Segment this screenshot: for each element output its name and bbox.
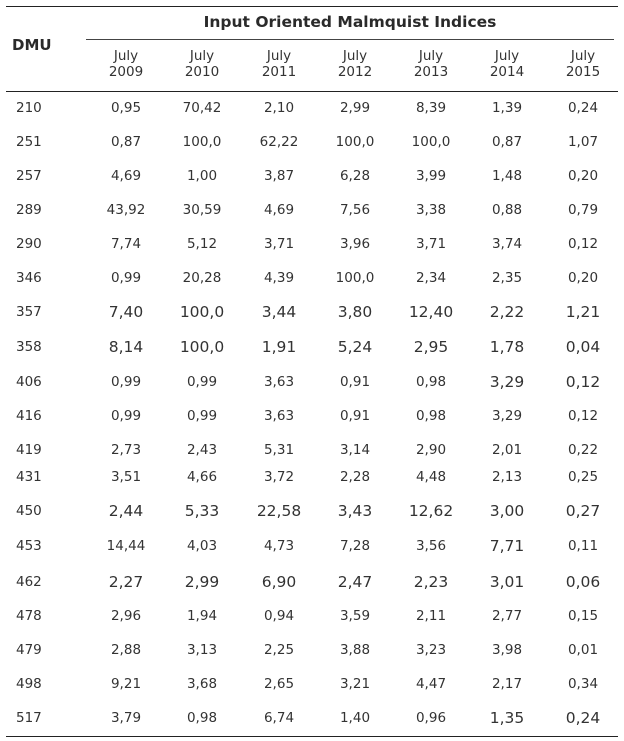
table-row [6, 529, 618, 563]
table-row [6, 261, 618, 295]
value-cell: 22,58 [256, 502, 302, 520]
column-header-year: 2009 [108, 64, 144, 80]
value-cell: 3,72 [263, 469, 295, 485]
group-header-rule [86, 39, 614, 40]
value-cell: 0,87 [491, 134, 523, 150]
column-header-month: July [342, 48, 368, 64]
value-cell: 3,43 [337, 502, 373, 520]
value-cell: 2,35 [491, 270, 523, 286]
column-header-month: July [189, 48, 215, 64]
dmu-cell: 462 [16, 574, 42, 590]
table-row [6, 159, 618, 193]
value-cell: 1,78 [489, 338, 525, 356]
value-cell: 100,0 [411, 134, 451, 150]
column-header-2009 [88, 48, 164, 80]
value-cell: 0,99 [110, 270, 142, 286]
value-cell: 5,12 [186, 236, 218, 252]
value-cell: 1,39 [491, 100, 523, 116]
table-row [6, 460, 618, 494]
value-cell: 6,74 [263, 710, 295, 726]
table-row [6, 125, 618, 159]
value-cell: 0,99 [186, 374, 218, 390]
value-cell: 3,74 [491, 236, 523, 252]
value-cell: 2,43 [186, 442, 218, 458]
table-row [6, 193, 618, 227]
value-cell: 2,27 [108, 573, 144, 591]
value-cell: 2,44 [108, 502, 144, 520]
value-cell: 9,21 [110, 676, 142, 692]
value-cell: 3,13 [186, 642, 218, 658]
value-cell: 2,11 [415, 608, 447, 624]
value-cell: 3,63 [263, 374, 295, 390]
value-cell: 3,63 [263, 408, 295, 424]
value-cell: 4,69 [263, 202, 295, 218]
value-cell: 3,87 [263, 168, 295, 184]
value-cell: 6,90 [261, 573, 297, 591]
value-cell: 62,22 [259, 134, 299, 150]
value-cell: 0,34 [567, 676, 599, 692]
value-cell: 2,01 [491, 442, 523, 458]
value-cell: 0,20 [567, 168, 599, 184]
value-cell: 0,98 [415, 374, 447, 390]
value-cell: 0,95 [110, 100, 142, 116]
value-cell: 3,21 [339, 676, 371, 692]
column-header-2012 [317, 48, 393, 80]
value-cell: 2,28 [339, 469, 371, 485]
dmu-cell: 431 [16, 469, 42, 485]
column-header-year: 2015 [565, 64, 601, 80]
dmu-cell: 479 [16, 642, 42, 658]
column-header-2010 [164, 48, 240, 80]
dmu-cell: 289 [16, 202, 42, 218]
value-cell: 0,99 [186, 408, 218, 424]
table-row [6, 399, 618, 433]
value-cell: 3,99 [415, 168, 447, 184]
value-cell: 3,80 [337, 303, 373, 321]
value-cell: 12,40 [408, 303, 454, 321]
dmu-cell: 406 [16, 374, 42, 390]
value-cell: 4,69 [110, 168, 142, 184]
value-cell: 100,0 [335, 270, 375, 286]
value-cell: 3,01 [489, 573, 525, 591]
dmu-cell: 453 [16, 538, 42, 554]
group-header-title: Input Oriented Malmquist Indices [203, 13, 497, 31]
value-cell: 3,51 [110, 469, 142, 485]
table-row [6, 701, 618, 735]
value-cell: 0,27 [565, 502, 601, 520]
value-cell: 0,91 [339, 374, 371, 390]
value-cell: 3,98 [491, 642, 523, 658]
value-cell: 0,12 [567, 408, 599, 424]
value-cell: 0,99 [110, 374, 142, 390]
column-header-month: July [113, 48, 139, 64]
value-cell: 5,24 [337, 338, 373, 356]
value-cell: 2,95 [413, 338, 449, 356]
value-cell: 4,03 [186, 538, 218, 554]
value-cell: 1,94 [186, 608, 218, 624]
value-cell: 3,68 [186, 676, 218, 692]
value-cell: 2,22 [489, 303, 525, 321]
value-cell: 2,88 [110, 642, 142, 658]
value-cell: 3,14 [339, 442, 371, 458]
value-cell: 7,74 [110, 236, 142, 252]
value-cell: 2,10 [263, 100, 295, 116]
value-cell: 0,12 [565, 373, 601, 391]
value-cell: 2,47 [337, 573, 373, 591]
value-cell: 3,38 [415, 202, 447, 218]
value-cell: 2,73 [110, 442, 142, 458]
value-cell: 0,99 [110, 408, 142, 424]
value-cell: 7,71 [489, 537, 525, 555]
value-cell: 0,20 [567, 270, 599, 286]
value-cell: 4,39 [263, 270, 295, 286]
value-cell: 2,17 [491, 676, 523, 692]
value-cell: 0,22 [567, 442, 599, 458]
dmu-cell: 358 [16, 339, 42, 355]
value-cell: 0,24 [565, 709, 601, 727]
value-cell: 100,0 [182, 134, 222, 150]
dmu-cell: 450 [16, 503, 42, 519]
column-header-2011 [241, 48, 317, 80]
value-cell: 0,24 [567, 100, 599, 116]
value-cell: 4,47 [415, 676, 447, 692]
value-cell: 1,40 [339, 710, 371, 726]
value-cell: 70,42 [182, 100, 222, 116]
value-cell: 7,40 [108, 303, 144, 321]
value-cell: 3,23 [415, 642, 447, 658]
value-cell: 5,31 [263, 442, 295, 458]
dmu-cell: 251 [16, 134, 42, 150]
value-cell: 2,65 [263, 676, 295, 692]
table-row [6, 330, 618, 364]
dmu-cell: 357 [16, 304, 42, 320]
column-header-month: July [494, 48, 520, 64]
value-cell: 3,44 [261, 303, 297, 321]
dmu-cell: 419 [16, 442, 42, 458]
value-cell: 0,11 [567, 538, 599, 554]
value-cell: 7,56 [339, 202, 371, 218]
dmu-cell: 290 [16, 236, 42, 252]
value-cell: 0,88 [491, 202, 523, 218]
value-cell: 30,59 [182, 202, 222, 218]
value-cell: 0,87 [110, 134, 142, 150]
dmu-cell: 478 [16, 608, 42, 624]
column-header-month: July [266, 48, 292, 64]
column-header-year: 2013 [413, 64, 449, 80]
value-cell: 4,66 [186, 469, 218, 485]
value-cell: 2,13 [491, 469, 523, 485]
value-cell: 7,28 [339, 538, 371, 554]
column-header-month: July [418, 48, 444, 64]
value-cell: 2,23 [413, 573, 449, 591]
value-cell: 1,21 [565, 303, 601, 321]
table-row [6, 667, 618, 701]
value-cell: 20,28 [182, 270, 222, 286]
value-cell: 1,00 [186, 168, 218, 184]
value-cell: 3,59 [339, 608, 371, 624]
column-header-year: 2010 [184, 64, 220, 80]
value-cell: 14,44 [106, 538, 146, 554]
dmu-cell: 257 [16, 168, 42, 184]
value-cell: 2,99 [184, 573, 220, 591]
value-cell: 2,34 [415, 270, 447, 286]
dmu-cell: 346 [16, 270, 42, 286]
value-cell: 100,0 [179, 303, 225, 321]
column-header-year: 2014 [489, 64, 525, 80]
column-header-year: 2012 [337, 64, 373, 80]
value-cell: 2,25 [263, 642, 295, 658]
value-cell: 100,0 [179, 338, 225, 356]
dmu-column-header: DMU [12, 36, 52, 54]
column-header-2015 [545, 48, 621, 80]
value-cell: 2,99 [339, 100, 371, 116]
value-cell: 0,25 [567, 469, 599, 485]
value-cell: 0,79 [567, 202, 599, 218]
value-cell: 3,29 [489, 373, 525, 391]
value-cell: 1,91 [261, 338, 297, 356]
value-cell: 0,06 [565, 573, 601, 591]
value-cell: 8,14 [108, 338, 144, 356]
table-row [6, 91, 618, 125]
value-cell: 3,00 [489, 502, 525, 520]
value-cell: 3,88 [339, 642, 371, 658]
dmu-cell: 210 [16, 100, 42, 116]
top-rule [6, 6, 618, 7]
bottom-rule [6, 736, 618, 737]
dmu-cell: 498 [16, 676, 42, 692]
value-cell: 2,96 [110, 608, 142, 624]
value-cell: 0,94 [263, 608, 295, 624]
value-cell: 43,92 [106, 202, 146, 218]
table-row [6, 599, 618, 633]
table-row [6, 494, 618, 528]
column-header-year: 2011 [261, 64, 297, 80]
value-cell: 3,56 [415, 538, 447, 554]
value-cell: 8,39 [415, 100, 447, 116]
table-row [6, 365, 618, 399]
column-header-month: July [570, 48, 596, 64]
value-cell: 0,96 [415, 710, 447, 726]
value-cell: 0,12 [567, 236, 599, 252]
value-cell: 0,15 [567, 608, 599, 624]
value-cell: 4,73 [263, 538, 295, 554]
value-cell: 0,98 [186, 710, 218, 726]
value-cell: 4,48 [415, 469, 447, 485]
column-header-2013 [393, 48, 469, 80]
value-cell: 3,96 [339, 236, 371, 252]
value-cell: 0,04 [565, 338, 601, 356]
value-cell: 5,33 [184, 502, 220, 520]
value-cell: 0,98 [415, 408, 447, 424]
value-cell: 1,35 [489, 709, 525, 727]
dmu-cell: 416 [16, 408, 42, 424]
value-cell: 0,01 [567, 642, 599, 658]
table-row [6, 295, 618, 329]
table-row [6, 565, 618, 599]
value-cell: 100,0 [335, 134, 375, 150]
table-row [6, 633, 618, 667]
column-header-2014 [469, 48, 545, 80]
table-row [6, 227, 618, 261]
value-cell: 12,62 [408, 502, 454, 520]
value-cell: 3,71 [415, 236, 447, 252]
value-cell: 1,48 [491, 168, 523, 184]
value-cell: 2,77 [491, 608, 523, 624]
value-cell: 6,28 [339, 168, 371, 184]
value-cell: 3,29 [491, 408, 523, 424]
dmu-cell: 517 [16, 710, 42, 726]
value-cell: 1,07 [567, 134, 599, 150]
value-cell: 3,71 [263, 236, 295, 252]
value-cell: 0,91 [339, 408, 371, 424]
value-cell: 2,90 [415, 442, 447, 458]
value-cell: 3,79 [110, 710, 142, 726]
